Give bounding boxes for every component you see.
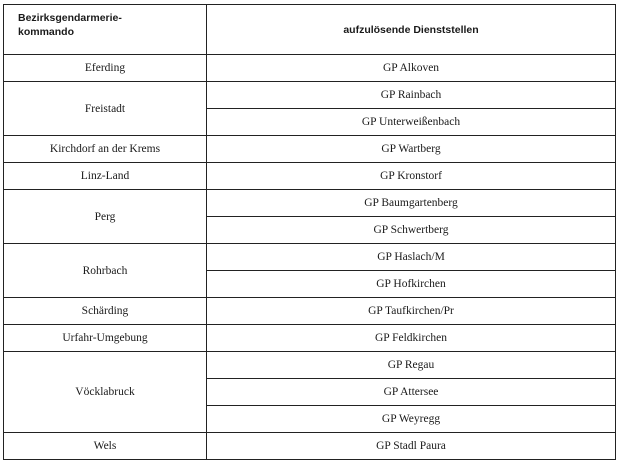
header-posts-to-dissolve: aufzulösende Dienststellen bbox=[207, 5, 616, 55]
document-page bbox=[3, 4, 615, 470]
post-cell: GP Alkoven bbox=[207, 55, 616, 82]
district-cell: Kirchdorf an der Krems bbox=[4, 136, 207, 163]
table-header-row bbox=[4, 5, 616, 55]
post-cell: GP Attersee bbox=[207, 379, 616, 406]
district-cell: Linz-Land bbox=[4, 163, 207, 190]
district-cell: Eferding bbox=[4, 55, 207, 82]
post-cell: GP Taufkirchen/Pr bbox=[207, 298, 616, 325]
post-cell: GP Schwertberg bbox=[207, 217, 616, 244]
district-cell: Wels bbox=[4, 433, 207, 460]
district-cell: Perg bbox=[4, 190, 207, 244]
table-row bbox=[4, 244, 616, 271]
table-row bbox=[4, 298, 616, 325]
post-cell: GP Weyregg bbox=[207, 406, 616, 433]
table-row bbox=[4, 433, 616, 460]
district-cell: Rohrbach bbox=[4, 244, 207, 298]
table-row bbox=[4, 325, 616, 352]
header-district-command-line2: kommando bbox=[18, 26, 75, 38]
table-row bbox=[4, 352, 616, 379]
table-body bbox=[4, 55, 616, 460]
table-row bbox=[4, 55, 616, 82]
district-cell: Vöcklabruck bbox=[4, 352, 207, 433]
district-cell: Schärding bbox=[4, 298, 207, 325]
table-row bbox=[4, 190, 616, 217]
post-cell: GP Baumgartenberg bbox=[207, 190, 616, 217]
post-cell: GP Feldkirchen bbox=[207, 325, 616, 352]
header-district-command-line1: Bezirksgendarmerie- bbox=[18, 12, 122, 24]
dissolved-posts-table bbox=[3, 4, 616, 460]
header-district-command bbox=[4, 5, 207, 55]
district-cell: Urfahr-Umgebung bbox=[4, 325, 207, 352]
table-row bbox=[4, 82, 616, 109]
table-row bbox=[4, 136, 616, 163]
post-cell: GP Regau bbox=[207, 352, 616, 379]
post-cell: GP Unterweißenbach bbox=[207, 109, 616, 136]
post-cell: GP Kronstorf bbox=[207, 163, 616, 190]
post-cell: GP Hofkirchen bbox=[207, 271, 616, 298]
post-cell: GP Wartberg bbox=[207, 136, 616, 163]
post-cell: GP Stadl Paura bbox=[207, 433, 616, 460]
post-cell: GP Rainbach bbox=[207, 82, 616, 109]
post-cell: GP Haslach/M bbox=[207, 244, 616, 271]
table-row bbox=[4, 163, 616, 190]
district-cell: Freistadt bbox=[4, 82, 207, 136]
